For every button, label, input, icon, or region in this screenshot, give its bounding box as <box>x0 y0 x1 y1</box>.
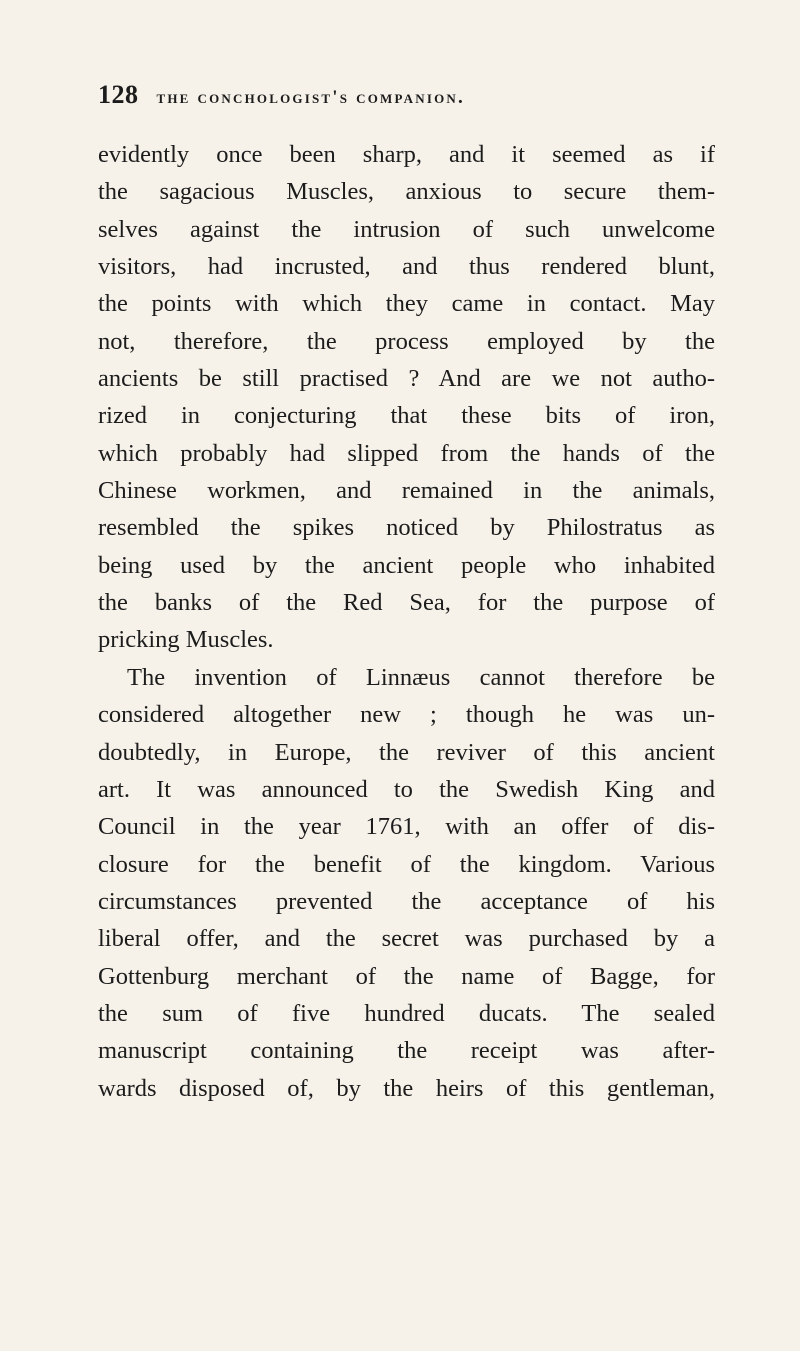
running-head <box>98 80 718 116</box>
text-line: manuscript containing the receipt was after- <box>98 1037 715 1065</box>
paragraph-end-line: pricking Muscles. <box>98 626 274 654</box>
text-line: Council in the year 1761, with an offer of dis- <box>98 813 715 841</box>
text-line: closure for the benefit of the kingdom. Various <box>98 850 715 878</box>
body-text <box>98 136 715 1107</box>
text-line: the sagacious Muscles, anxious to secure them- <box>98 178 715 206</box>
text-line: circumstances prevented the acceptance of his <box>98 887 715 915</box>
text-line: selves against the intrusion of such unwelcome <box>98 215 715 243</box>
text-line: rized in conjecturing that these bits of iron, <box>98 402 715 430</box>
text-line: ancients be still practised ? And are we not autho- <box>98 365 715 393</box>
paragraph-start-line: The invention of Linnæus cannot therefore be <box>127 663 715 691</box>
page-number: 128 <box>98 80 139 109</box>
text-line: visitors, had incrusted, and thus rendered blunt, <box>98 253 715 281</box>
text-line: Gottenburg merchant of the name of Bagge, for <box>98 962 715 990</box>
running-title: the conchologist's companion. <box>156 87 465 108</box>
text-line: Chinese workmen, and remained in the animals, <box>98 477 715 505</box>
text-line: doubtedly, in Europe, the reviver of this ancient <box>98 738 715 766</box>
text-line: the banks of the Red Sea, for the purpose of <box>98 589 715 617</box>
text-line: the points with which they came in contact. May <box>98 290 715 318</box>
text-line: evidently once been sharp, and it seemed as if <box>98 141 715 168</box>
text-line: which probably had slipped from the hands of the <box>98 439 715 467</box>
text-line: not, therefore, the process employed by the <box>98 327 715 355</box>
text-line: art. It was announced to the Swedish King and <box>98 775 715 803</box>
text-line: being used by the ancient people who inhabited <box>98 551 715 579</box>
text-line: considered altogether new ; though he was un- <box>98 701 715 729</box>
text-line: wards disposed of, by the heirs of this gentleman, <box>98 1074 715 1102</box>
text-line: resembled the spikes noticed by Philostratus as <box>98 514 715 542</box>
text-line: liberal offer, and the secret was purchased by a <box>98 925 715 953</box>
text-line: the sum of five hundred ducats. The sealed <box>98 999 715 1027</box>
